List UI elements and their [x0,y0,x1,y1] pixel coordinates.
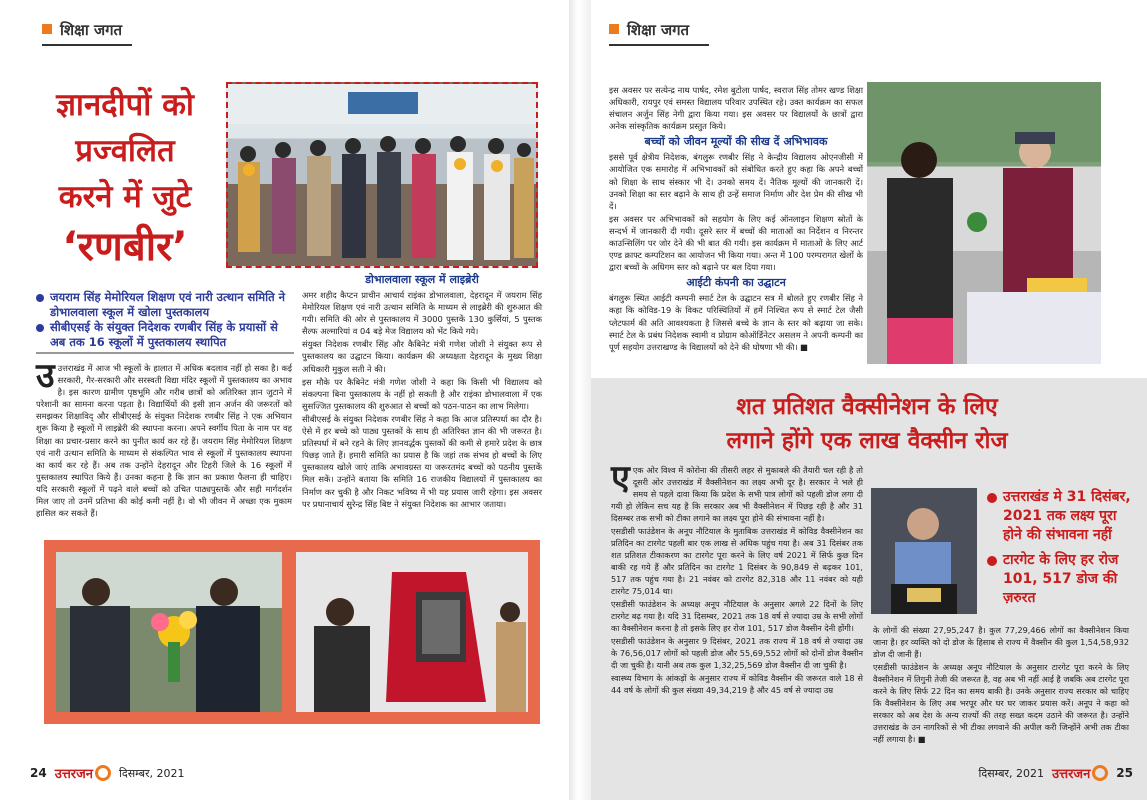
left-page [0,0,569,800]
speaker-photo [871,488,977,614]
event-photo [867,82,1101,364]
it-company-subheading: आईटी कंपनी का उद्घाटन [686,276,786,290]
bullet-item [987,551,1137,608]
bullet-dot-icon [36,294,44,302]
speaker-photo-art [871,488,977,614]
headline-line: करने में जुटे [58,179,192,215]
group-photo [226,82,538,268]
section-header [42,20,122,40]
article-paragraph: इससे पूर्व क्षेत्रीय निदेशक, बंगलुरू रणबीर सिंह ने केन्द्रीय विद्यालय ओएनजीसी में आयोजित एक समारोह में अभिभावकों को संबोधित करते हुए कहा कि अपने बच्चों को शिक्षा के साथ संस्कार भी दें। उनको समय दें। नैतिक मूल्यों की जानकारी दें। उनको शिक्षा का स्तर बढ़ाने के साथ ही उन्हें समाज निर्माण और देश प्रेम की सीख भी दें। [609,152,863,211]
bullet-dot-icon [36,324,44,332]
article-paragraph: संयुक्त निदेशक रणबीर सिंह और कैबिनेट मंत्री गणेश जोशी ने संयुक्त रूप से पुस्तकालय का उद्घाटन किया। कार्यक्रम की अध्यक्षता देहरादून के मुख्य शिक्षा अधिकारी मुकुल सती ने की। [302,339,542,374]
magazine-name: उत्तरजन [1052,767,1091,782]
article-paragraph: उत्तराखंड में आज भी स्कूलों के हालात में अधिक बदलाव नहीं हो सका है। कई सरकारी, गैर-सरकारी और सरस्वती विद्या मंदिर स्कूलों में पुस्तकालय का अभाव है। इस कारण ग्रामीण पृष्ठभूमि और गरीब छात्रों को अतिरिक्त ज्ञान जुटाने में परेशानी का सामना करना पड़ता है। विद्यार्थियों की इसी ज्ञान अर्जन की जरूरतों को समझकर शिक्षाविद् और सीबीएसई के संयुक्त निदेशक रणबीर सिंह ने एक अभियान शुरू किया है स्कूलों में लाइब्रेरी की स्थापना करना। अपने स्वर्गीय पिता के नाम पर वह शिक्षा का प्रचार-प्रसार करने का पुनीत कार्य कर रहे हैं। जयराम सिंह मेमोरियल शिक्षण एवं नारी उत्थान समिति के माध्यम से संकल्पित भाव से स्कूलों में पुस्तकालय स्थापना का कार्य कर रहे हैं। अब तक उन्होंने देहरादून और टिहरी जिले के 16 स्कूलों में पुस्तकालय स्थापित किये हैं। उनका कहना है कि ज्ञान का प्रकाश फैलना ही चाहिए। यदि सरकारी स्कूलों में पढ़ने वाले बच्चों को उचित पाठ्यपुस्तकें और सही मार्गदर्शन मिल जाए तो उनमें प्रतिभा की कोई कमी नहीं है। वो भी जीवन में अच्छा एक मुकाम हासिल कर सकते हैं। [36,363,292,519]
article-paragraph: एक ओर विश्व में कोरोना की तीसरी लहर से मुकाबले की तैयारी चल रही है तो दूसरी ओर उत्तराखंड में वैक्सीनेशन का लक्ष्य अभी दूर है। सरकार ने भले ही समय से पहले दावा किया कि प्रदेश के सभी पात्र लोगों को पहली डोज लगा दी गयी हो लेकिन सच यह है कि सरकार अब भी वैक्सीनेशन में पिछड़ रही है और 31 दिसम्बर तक सभी को टीका लगाने का लक्ष्य पूरा होने की संभावना नहीं है। [611,465,863,523]
logo-ring-icon [95,765,111,781]
section-title: शिक्षा जगत [60,21,123,39]
headline-line: लगाने होंगे एक लाख वैक्सीन रोज [726,428,1008,454]
section-rule [609,44,709,46]
vaccination-bullets [987,488,1137,614]
article-column-right [302,270,542,532]
bullet-text: टारगेट के लिए हर रोज 101, 517 डोज की ज़रुरत [1003,552,1119,606]
magazine-logo [1052,764,1108,782]
article-paragraph: बंगलुरू स्थित आईटी कम्पनी स्मार्ट टेल के उद्घाटन सत्र में बोलते हुए रणबीर सिंह ने कहा कि कोविड-19 के विकट परिस्थितियों में हमें निश्चित रूप से स्मार्ट टेल जैसी प्लेटफार्म की अति आवश्यकता है जिससे बच्चे के ज्ञान के स्तर को बढ़ाया जा सके। स्मार्ट टेल के प्रबंध निदेशक स्वामी व प्रोग्राम कोऑर्डिनेटर असलम ने अपनी कम्पनी का पूर्ण सहयोग उत्तराखण्ड के विद्यालयों को देने की घोषणा भी की। ■ [609,293,863,352]
vaccination-box [591,378,1147,800]
headline-line: शत प्रतिशत वैक्सीनेशन के लिए [736,394,998,420]
magazine-logo [55,764,111,782]
page-number: 25 [1116,766,1133,780]
magazine-name: उत्तरजन [54,767,93,782]
section-title: शिक्षा जगत [627,21,690,39]
section-marker-icon [42,24,52,34]
group-photo-art [228,84,536,266]
footer-right [979,764,1133,782]
article-paragraph: सीबीएसई के संयुक्त निदेशक रणबीर सिंह ने कहा कि आज प्रतिस्पर्धा का दौर है। ऐसे में हर बच्चे को पाठ्य पुस्तकों के साथ ही अतिरिक्त ज्ञान की भी जरूरत है। प्रतिस्पर्धा में बने रहने के लिए ज्ञानवर्द्धक पुस्तकों की कमी से हमारे प्रदेश के छात्र पिछड़ जाते हैं। हमारी समिति का प्रयास है कि जहां तक संभव हो बच्चों के लिए पुस्तकालय खोले जाएं ताकि अभावग्रस्त या जरूरतमंद बच्चों को पठनीय पुस्तकें मिल सकें। उन्होंने बताया कि समिति 16 राजकीय विद्यालयों में पुस्तकालय का निर्माण कर चुकी है और निकट भविष्य में भी यह प्रयास जारी रहेगा। इस अवसर पर प्रधानाचार्य सुरेन्द्र सिंह बिष्ट ने संयुक्त निदेशक का आभार जताया। [302,413,542,509]
footer-left [30,764,184,782]
article-paragraph: एसडीसी फाउंडेशन के अध्यक्ष अनूप नौटियाल के अनुसार टारगेट पूरा करने के लिए वैक्सीनेशन में तिगुनी तेजी की जरूरत है, वह अब भी नहीं आई है जबकि अब टारगेट पूरा करने के लिए सिर्फ 22 दिन का समय बाकी है। उनके अनुसार राज्य सरकार को चाहिए कि वैक्सीनेशन के लिए अब भरपूर और घर घर जाकर प्रयास करें। अनूप ने कहा को सरकार को अब देश के अन्य राज्यों की तरह सख्त कदम उठाने की जरूरत है। उन्होंने उत्तराखंड के उन नागरिकों से भी टीका लगवाने की अपील करी जिन्होंने अभी तक टीका नहीं लगाया है। ■ [873,662,1129,744]
bullet-item [36,320,296,350]
article-paragraph: इस अवसर पर अभिभावकों को सहयोग के लिए कई ऑनलाइन शिक्षण स्रोतों के सन्दर्भ में जानकारी दी गयी। दूसरे स्तर में बच्चों की माताओं का निर्देशन व निरन्तर काउन्सिलिंग पर जोर देने की भी बात की गयी। इस कार्यक्रम में माताओं के लिए आर्ट एण्ड क्राफ्ट कम्पटिशन का आयोजन भी किया गया। अन्त में 100 परम्परागत खेलों के द्वारा बच्चों के अधिगम स्तर को बढ़ाने पर बल दिया गया। [609,213,863,273]
bullet-dot-icon [987,493,997,503]
continued-article [609,84,863,374]
vaccination-headline [607,390,1127,458]
values-subheading: बच्चों को जीवन मूल्यों की सीख दें अभिभावक [644,135,828,149]
vaccination-column-right [873,624,1129,744]
photo-strip [44,540,540,724]
section-rule [42,44,132,46]
headline-line: प्रज्वलित [75,133,175,169]
issue-date: दिसम्बर, 2021 [119,766,185,780]
library-subheading: डोभालवाला स्कूल में लाइब्रेरी [365,273,479,286]
plaque-photo-art [296,552,528,712]
article-paragraph: एसडीसी फाउंडेशन के अध्यक्ष अनूप नौटियाल के अनुसार अगले 22 दिनों के लिए टारगेट बढ़ गया है। यदि 31 दिसम्बर, 2021 तक 18 वर्ष से ज्यादा उम्र के सभी लोगों का वैक्सीनेशन करना है तो इसके लिए हर रोज 101, 517 डोज वैक्सीन देनी होंगी। [611,599,863,633]
event-photo-art [867,82,1101,364]
drop-cap: उ [36,356,55,396]
section-marker-icon [609,24,619,34]
page-number: 24 [30,766,47,780]
bullet-text: सीबीएसई के संयुक्त निदेशक रणबीर सिंह के प्रयासों से अब तक 16 स्कूलों में पुस्तकालय स्थापित [50,320,278,349]
headline-line: ज्ञानदीपों को [56,87,194,123]
divider [36,352,294,354]
right-page [591,0,1147,800]
article-column-left [36,356,292,530]
drop-cap: ए [611,458,630,498]
logo-ring-icon [1092,765,1108,781]
bouquet-photo [56,552,282,712]
bouquet-photo-art [56,552,282,712]
section-header [609,20,689,40]
headline-line: ‘रणबीर’ [62,224,188,270]
bullet-item [987,488,1137,545]
article-paragraph: अमर शहीद कैप्टन प्राचीन आचार्य राइंका डोभालवाला, देहरादून में जयराम सिंह मेमोरियल शिक्षण एवं नारी उत्थान समिति के माध्यम से लाइब्रेरी की शुरुआत की गयी। समिति की ओर से पुस्तकालय में 3000 पुस्तकें 130 कुर्सियां, 5 पुस्तक सैल्फ अल्मारियां व 04 बड़े मेज विद्यालय को भेंट किये गये। [302,290,542,337]
article-paragraph: स्वास्थ्य विभाग के आंकड़ों के अनुसार राज्य में कोविड वैक्सीन की जरूरत वाले 18 से 44 वर्ष के लोगों की कुल संख्या 49,34,219 है और 45 वर्ष से ज्यादा उम्र [611,673,863,695]
article-paragraph: एसडीसी फाउंडेशन के अनूप नौटियाल के मुताबिक उत्तराखंड में कोविड वैक्सीनेशन का प्रतिदिन का टारगेट पहली बार एक लाख से अधिक पहुंच गया है। अब 31 दिसंबर तक शत प्रतिशत टीकाकरण का टारगेट पूरा करने के लिए वर्ष 2021 में सिर्फ कुछ दिन बाकी रह गये हैं और प्रतिदिन का टारगेट 1 दिसंबर के 90,849 से बढ़कर 101, 517 तक पहुंच गया है। 21 नवंबर को टारगेट 82,318 और 11 नवंबर को यही टारगेट 75,014 था। [611,526,863,596]
bullet-item [36,290,296,320]
bullet-text: उत्तराखंड मे 31 दिसंबर, 2021 तक लक्ष्य पूरा होने की संभावना नहीं [1003,489,1131,543]
page-gutter [569,0,591,800]
article-paragraph: इस मौके पर कैबिनेट मंत्री गणेश जोशी ने कहा कि किसी भी विद्यालय को संकल्पना बिना पुस्तकालय के नहीं हो सकती है और राइंका डोभालवाला में एक सुसज्जित पुस्तकालय की शुरुआत से बच्चों को पठन-पाठन का लाभ मिलेगा। [302,376,542,411]
article-paragraph: इस अवसर पर सत्येन्द्र नाथ पार्षद, रमेश बुटोला पार्षद, स्वराज सिंह तोमर खण्ड शिक्षा अधिकारी, रायपुर एवं समस्त विद्यालय परिवार उपस्थित रहे। उक्त कार्यक्रम का सफल संचालन अर्जुन सिंह नेगी द्वारा किया गया। इस अवसर पर विद्यालयों के छात्रों द्वारा अनेक सांस्कृतिक कार्यक्रम प्रस्तुत किये। [609,85,863,132]
article-paragraph: के लोगों की संख्या 27,95,247 है। कुल 77,29,466 लोगों का वैक्सीनेशन किया जाना है। हर व्यक्ति को दो डोज के हिसाब से राज्य में वैक्सीन की कुल 1,54,58,932 डोज दी जानी हैं। [873,625,1129,659]
main-headline [30,82,220,274]
issue-date: दिसम्बर, 2021 [978,766,1044,780]
plaque-photo [296,552,528,712]
article-paragraph: एसडीसी फाउंडेशन के अनुसार 9 दिसंबर, 2021 तक राज्य में 18 वर्ष से ज्यादा उम्र के 76,56,017 लोगों को पहली डोज और 55,69,552 लोगों को दोनों डोज वैक्सीन दी जा चुकी है। यानी अब तक कुल 1,32,25,569 डोज वैक्सीन दी जा चुकी है। [611,636,863,670]
bullet-dot-icon [987,556,997,566]
bullet-text: जयराम सिंह मेमोरियल शिक्षण एवं नारी उत्थान समिति ने डोभालवाला स्कूल में खोला पुस्तकालय [50,290,286,319]
vaccination-column-left [611,458,863,734]
bullet-list [36,290,296,350]
